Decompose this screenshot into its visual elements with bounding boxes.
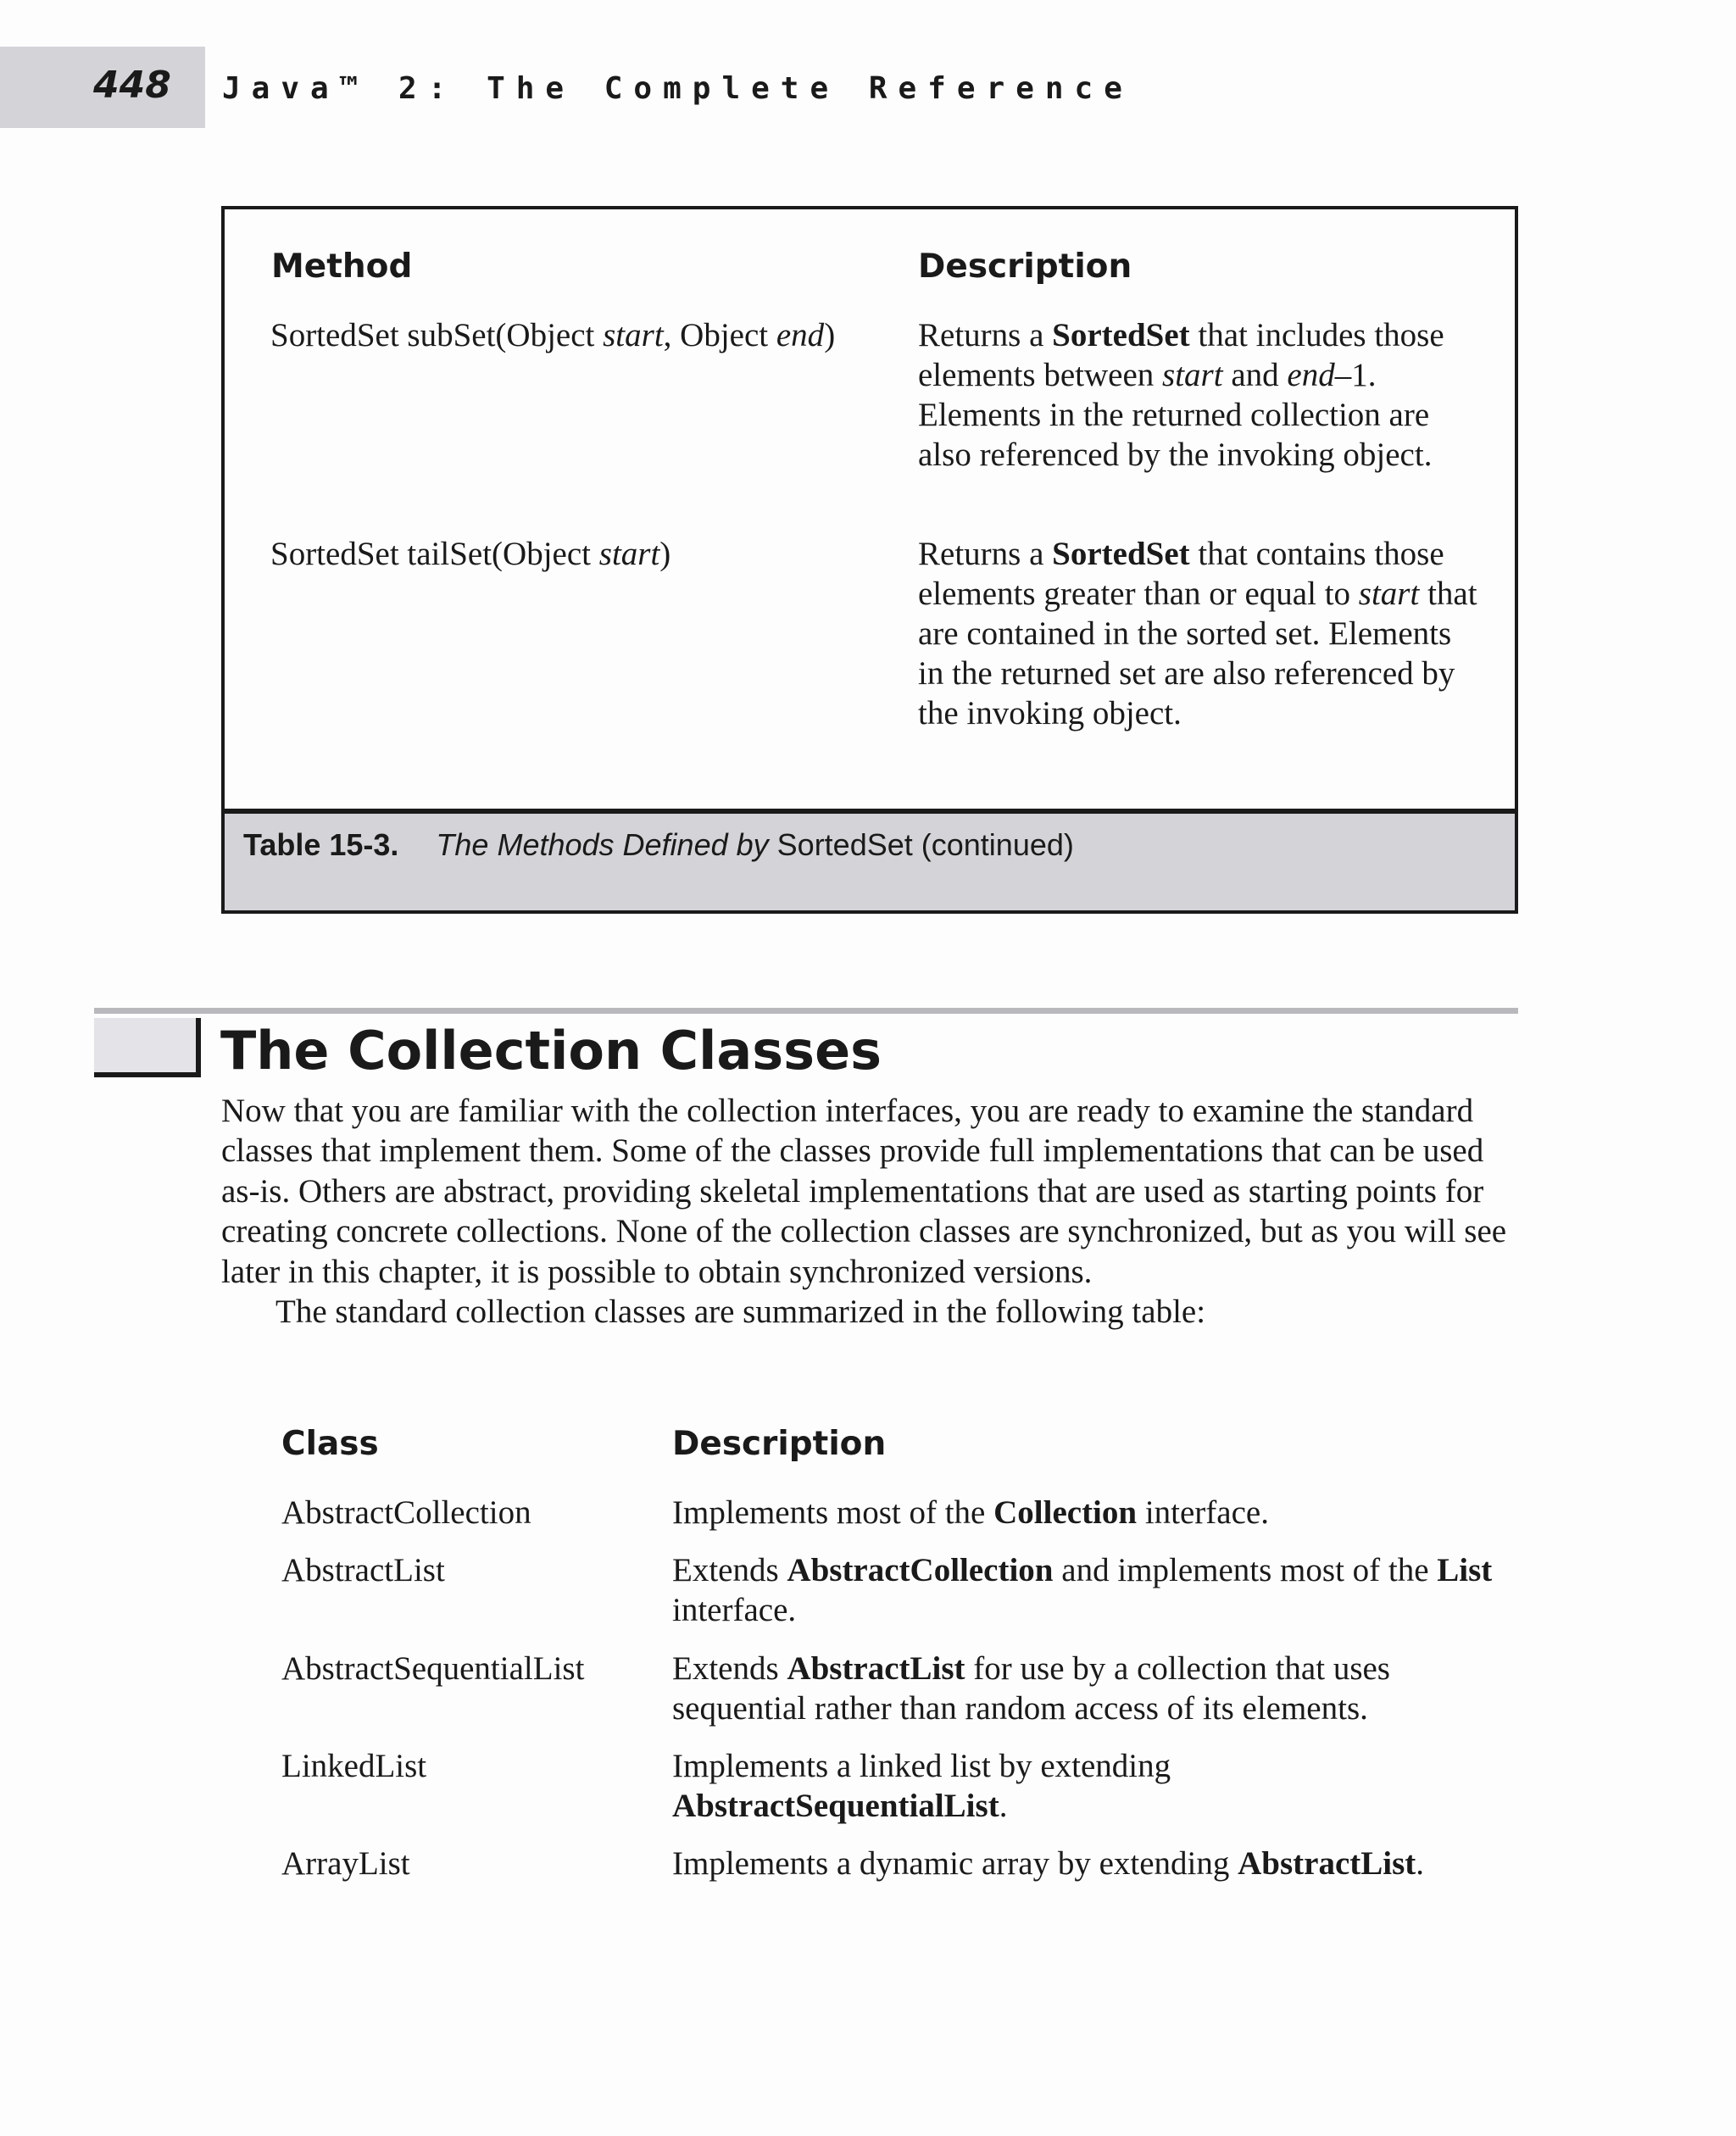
running-title: Java™ 2: The Complete Reference bbox=[222, 71, 1133, 106]
class-description: Implements a dynamic array by extending AbstractList. bbox=[672, 1845, 1425, 1882]
section-title: The Collection Classes bbox=[220, 1020, 882, 1082]
class-description: Extends AbstractCollection and implements most of the List interface. bbox=[672, 1552, 1493, 1628]
body-text bbox=[221, 1091, 1516, 1332]
paragraph-intro: Now that you are familiar with the collection interfaces, you are ready to examine the standard classes that implement them. Some of the classes provide full implementations that can be used as-is. Others are abstract, providing skeletal implementations that are used as starting points for creating concrete collections. None of the collection classes are synchronized, but as you will see later in this chapter, it is possible to obtain synchronized versions. bbox=[221, 1093, 1507, 1290]
paragraph-summary: The standard collection classes are summarized in the following table: bbox=[275, 1293, 1206, 1331]
page-number: 448 bbox=[93, 64, 171, 107]
table-caption-text: The Methods Defined by bbox=[436, 827, 777, 862]
method-tailset-description: Returns a SortedSet that contains those elements greater than or equal to start that are contained in the sorted set. Elements in the returned set are also referenced by the invoking object. bbox=[918, 536, 1477, 731]
class-name: AbstractSequentialList bbox=[281, 1650, 585, 1687]
class-description: Implements a linked list by extending AbstractSequentialList. bbox=[672, 1748, 1171, 1824]
method-subset: SortedSet subSet(Object start, Object end) bbox=[270, 317, 836, 353]
table-caption bbox=[243, 827, 1074, 863]
class-description: Implements most of the Collection interface. bbox=[672, 1494, 1269, 1531]
section-marker bbox=[94, 1018, 201, 1077]
class-name: LinkedList bbox=[281, 1748, 427, 1784]
methods-col-header-description: Description bbox=[918, 248, 1132, 286]
class-name: ArrayList bbox=[281, 1845, 410, 1882]
method-subset-description: Returns a SortedSet that includes those elements between start and end–1. Elements in the returned collection are also referenced by the invoking object. bbox=[918, 317, 1444, 473]
table-caption-code: SortedSet bbox=[776, 827, 913, 862]
table-caption-band bbox=[225, 809, 1515, 910]
table-caption-suffix: (continued) bbox=[912, 827, 1074, 862]
section-rule bbox=[94, 1008, 1518, 1014]
class-name: AbstractCollection bbox=[281, 1494, 531, 1531]
methods-col-header-method: Method bbox=[271, 248, 413, 286]
classes-col-header-description: Description bbox=[672, 1425, 887, 1463]
method-tailset: SortedSet tailSet(Object start) bbox=[270, 536, 671, 572]
class-name: AbstractList bbox=[281, 1552, 445, 1588]
classes-col-header-class: Class bbox=[281, 1425, 379, 1463]
class-description: Extends AbstractList for use by a collection that uses sequential rather than random access of its elements. bbox=[672, 1650, 1390, 1727]
table-caption-number: Table 15-3. bbox=[243, 827, 399, 862]
